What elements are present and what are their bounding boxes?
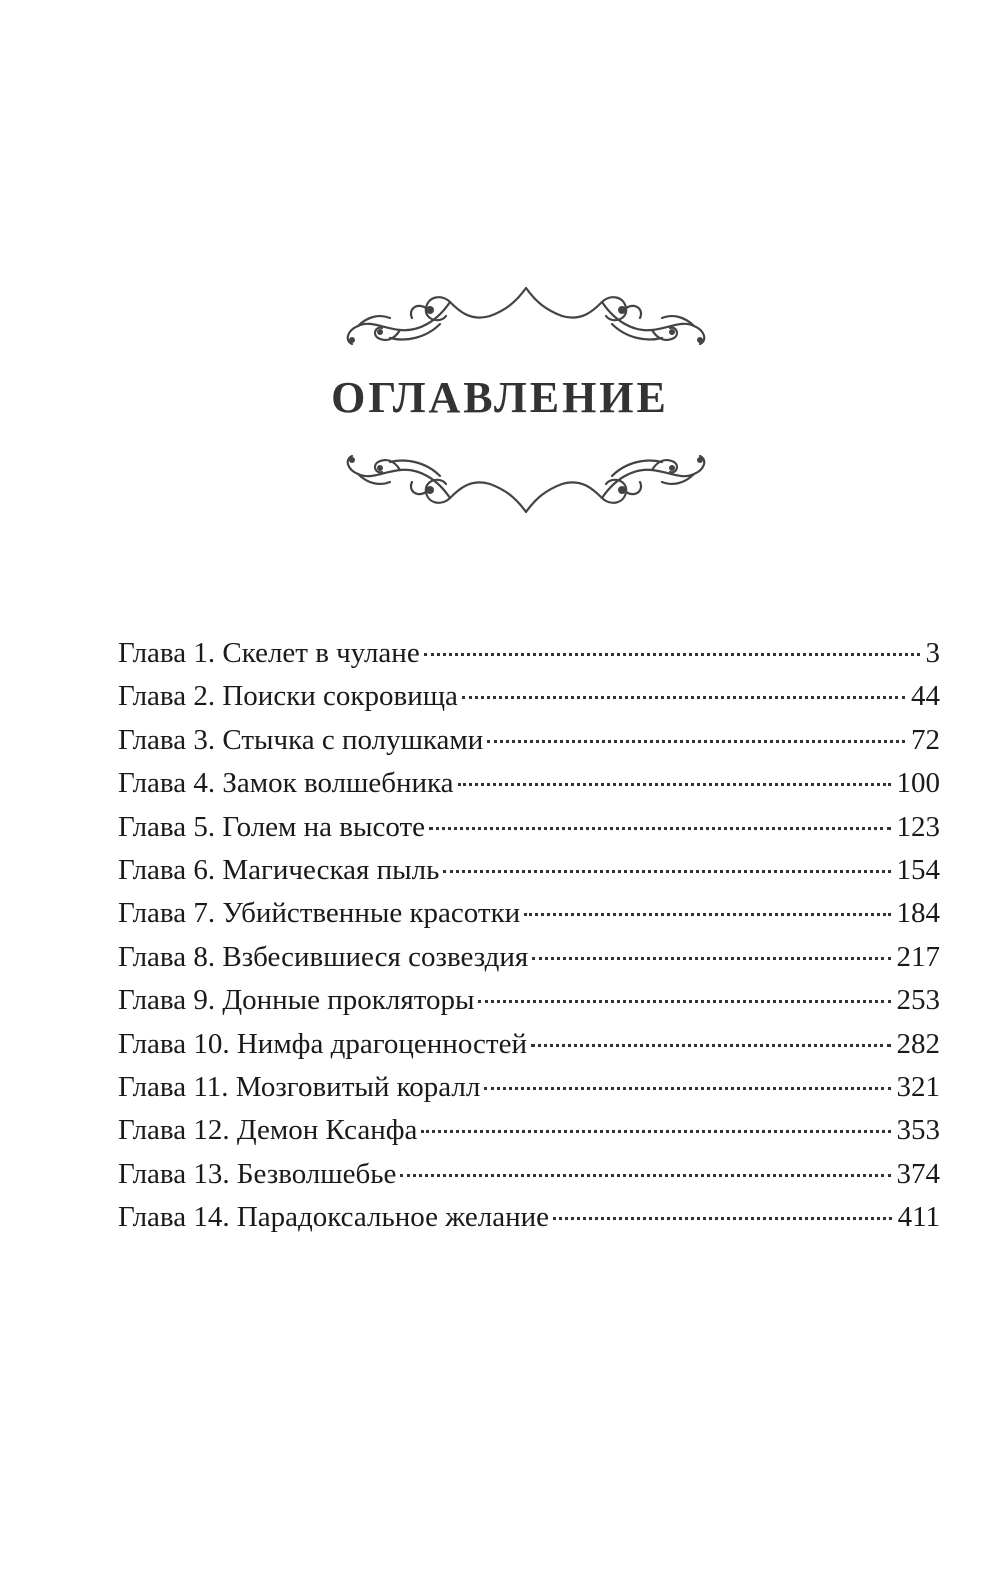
toc-entry-label: Глава 8. Взбесившиеся созвездия <box>118 940 529 973</box>
toc-entry-label: Глава 5. Голем на высоте <box>118 810 425 843</box>
toc-entry-label: Глава 14. Парадоксальное желание <box>118 1201 549 1234</box>
toc-entry-page: 154 <box>896 853 940 886</box>
toc-entry-14[interactable] <box>118 1196 940 1239</box>
toc-entry-5[interactable] <box>118 806 940 849</box>
toc-entry-2[interactable] <box>118 675 940 718</box>
toc-entry-page: 184 <box>896 897 940 930</box>
toc-entry-page: 217 <box>896 940 940 973</box>
toc-entry-label: Глава 12. Демон Ксанфа <box>118 1114 418 1147</box>
dot-leader <box>424 653 920 656</box>
table-of-contents <box>118 632 940 1239</box>
toc-entry-label: Глава 4. Замок волшебника <box>118 767 454 800</box>
toc-entry-page: 353 <box>896 1114 940 1147</box>
dot-leader <box>484 1087 890 1090</box>
dot-leader <box>462 696 905 699</box>
toc-entry-label: Глава 7. Убийственные красотки <box>118 897 521 930</box>
toc-entry-label: Глава 1. Скелет в чулане <box>118 637 420 669</box>
flourish-ornament-bottom <box>330 440 722 520</box>
dot-leader <box>524 913 890 916</box>
toc-entry-page: 321 <box>896 1070 940 1103</box>
flourish-bottom-icon <box>330 440 722 520</box>
flourish-ornament-top <box>330 280 722 360</box>
toc-entry-3[interactable] <box>118 719 940 762</box>
toc-entry-page: 72 <box>911 723 940 756</box>
dot-leader <box>421 1130 890 1133</box>
dot-leader <box>458 783 891 786</box>
toc-entry-label: Глава 10. Нимфа драгоценностей <box>118 1027 527 1060</box>
toc-entry-12[interactable] <box>118 1109 940 1152</box>
toc-entry-page: 282 <box>896 1027 940 1060</box>
toc-entry-label: Глава 13. Безволшебье <box>118 1157 397 1190</box>
toc-entry-6[interactable] <box>118 849 940 892</box>
dot-leader <box>553 1217 892 1220</box>
toc-entry-label: Глава 6. Магическая пыль <box>118 853 440 886</box>
toc-entry-10[interactable] <box>118 1023 940 1066</box>
toc-entry-page: 100 <box>896 767 940 800</box>
dot-leader <box>400 1174 890 1177</box>
toc-entry-label: Глава 3. Стычка с полушками <box>118 723 484 756</box>
toc-entry-page: 374 <box>896 1157 940 1190</box>
toc-entry-page: 3 <box>925 637 940 669</box>
flourish-top-icon <box>330 280 722 360</box>
dot-leader <box>443 870 890 873</box>
toc-entry-page: 253 <box>896 984 940 1017</box>
toc-entry-label: Глава 9. Донные прокляторы <box>118 984 475 1017</box>
toc-entry-label: Глава 2. Поиски сокровища <box>118 680 458 713</box>
dot-leader <box>532 957 890 960</box>
dot-leader <box>429 827 891 830</box>
toc-entry-9[interactable] <box>118 979 940 1022</box>
toc-entry-7[interactable] <box>118 892 940 935</box>
toc-entry-11[interactable] <box>118 1066 940 1109</box>
toc-entry-page: 411 <box>897 1201 940 1234</box>
toc-entry-label: Глава 11. Мозговитый коралл <box>118 1070 481 1103</box>
dot-leader <box>478 1000 890 1003</box>
toc-entry-13[interactable] <box>118 1153 940 1196</box>
toc-entry-page: 44 <box>911 680 940 713</box>
toc-entry-page: 123 <box>896 810 940 843</box>
page-title: ОГЛАВЛЕНИЕ <box>331 373 669 422</box>
toc-entry-4[interactable] <box>118 762 940 805</box>
dot-leader <box>531 1044 891 1047</box>
toc-entry-1[interactable] <box>118 632 940 675</box>
dot-leader <box>487 740 905 743</box>
toc-entry-8[interactable] <box>118 936 940 979</box>
